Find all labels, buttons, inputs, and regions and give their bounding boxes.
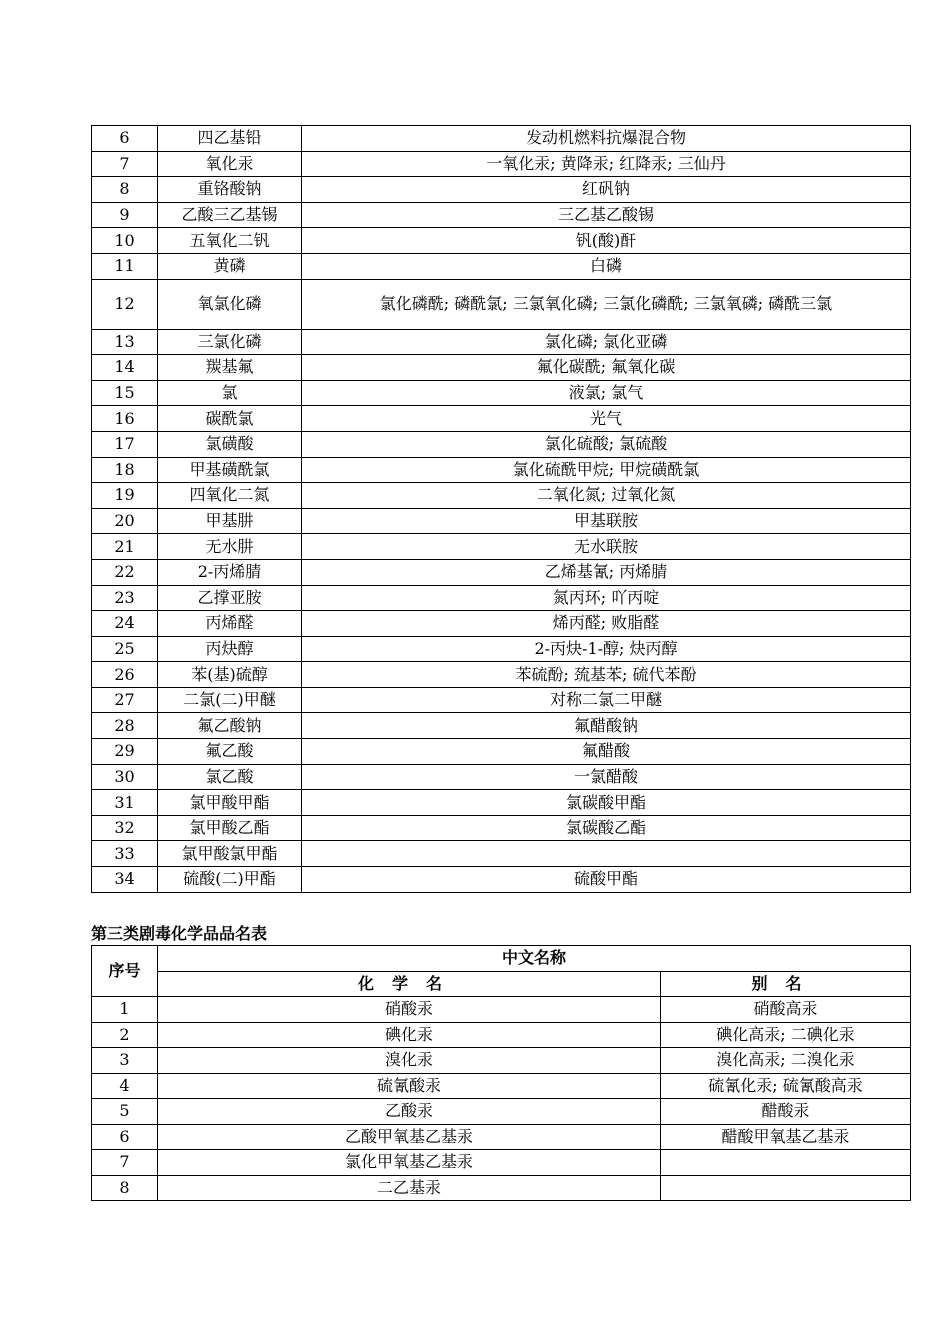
cell-serial-number: 6 [92,1124,158,1150]
cell-serial-number: 22 [92,559,158,585]
table-row [92,534,911,560]
cell-serial-number: 5 [92,1099,158,1125]
table-row [92,228,911,254]
cell-chemical-name: 氯乙酸 [158,764,302,790]
cell-serial-number: 10 [92,228,158,254]
table-row [92,253,911,279]
cell-chemical-name: 碘化汞 [158,1022,661,1048]
table-row [92,431,911,457]
cell-chemical-name: 硫酸(二)甲酯 [158,867,302,893]
table-row [92,151,911,177]
cell-serial-number: 30 [92,764,158,790]
table-row [92,764,911,790]
cell-alias: 氯化磷; 氯化亚磷 [302,329,911,355]
cell-alias: 红矾钠 [302,177,911,203]
cell-chemical-name: 四氧化二氮 [158,483,302,509]
table-row [92,483,911,509]
cell-chemical-name: 氯甲酸乙酯 [158,815,302,841]
table-row [92,380,911,406]
cell-serial-number: 6 [92,126,158,152]
cell-serial-number: 23 [92,585,158,611]
cell-serial-number: 1 [92,997,158,1023]
cell-alias: 发动机燃料抗爆混合物 [302,126,911,152]
cell-chemical-name: 羰基氟 [158,355,302,381]
cell-serial-number: 21 [92,534,158,560]
table-row [92,815,911,841]
cell-alias: 光气 [302,406,911,432]
cell-chemical-name: 无水肼 [158,534,302,560]
cell-alias: 乙烯基氰; 丙烯腈 [302,559,911,585]
cell-chemical-name: 氯 [158,380,302,406]
cell-alias [302,841,911,867]
cell-chemical-name: 甲基磺酰氯 [158,457,302,483]
cell-alias: 氟醋酸钠 [302,713,911,739]
cell-chemical-name: 溴化汞 [158,1048,661,1074]
cell-serial-number: 27 [92,687,158,713]
cell-serial-number: 33 [92,841,158,867]
table-row [92,202,911,228]
cell-alias: 氟醋酸 [302,739,911,765]
cell-chemical-name: 氯磺酸 [158,431,302,457]
table2-body [92,997,911,1201]
cell-serial-number: 3 [92,1048,158,1074]
cell-serial-number: 31 [92,790,158,816]
cell-alias: 氮丙环; 吖丙啶 [302,585,911,611]
cell-chemical-name: 二乙基汞 [158,1175,661,1201]
cell-chemical-name: 乙酸汞 [158,1099,661,1125]
table-row [92,279,911,329]
cell-alias: 醋酸甲氧基乙基汞 [661,1124,911,1150]
cell-alias [661,1175,911,1201]
cell-alias: 液氯; 氯气 [302,380,911,406]
table-row [92,1022,911,1048]
cell-alias: 硫酸甲酯 [302,867,911,893]
cell-chemical-name: 乙撑亚胺 [158,585,302,611]
table-row [92,841,911,867]
cell-chemical-name: 氧氯化磷 [158,279,302,329]
cell-chemical-name: 氧化汞 [158,151,302,177]
table-row [92,559,911,585]
table-row [92,1175,911,1201]
header-chemical-name: 化学名 [158,971,661,997]
cell-chemical-name: 黄磷 [158,253,302,279]
cell-alias: 氯化硫酸; 氯硫酸 [302,431,911,457]
cell-chemical-name: 硝酸汞 [158,997,661,1023]
cell-chemical-name: 2-丙烯腈 [158,559,302,585]
toxic-chemicals-table-continued [91,125,911,893]
cell-chemical-name: 氯甲酸氯甲酯 [158,841,302,867]
table1-body [92,126,911,893]
table2-header [92,946,911,997]
table-row [92,355,911,381]
cell-serial-number: 18 [92,457,158,483]
cell-serial-number: 9 [92,202,158,228]
cell-serial-number: 19 [92,483,158,509]
cell-serial-number: 14 [92,355,158,381]
cell-serial-number: 34 [92,867,158,893]
table-row [92,611,911,637]
cell-chemical-name: 三氯化磷 [158,329,302,355]
cell-serial-number: 25 [92,636,158,662]
cell-alias: 无水联胺 [302,534,911,560]
cell-chemical-name: 乙酸甲氧基乙基汞 [158,1124,661,1150]
cell-alias: 三乙基乙酸锡 [302,202,911,228]
table-row [92,636,911,662]
table-row [92,687,911,713]
cell-serial-number: 8 [92,177,158,203]
cell-serial-number: 11 [92,253,158,279]
cell-alias: 碘化高汞; 二碘化汞 [661,1022,911,1048]
table-row [92,790,911,816]
table-row [92,177,911,203]
cell-serial-number: 2 [92,1022,158,1048]
cell-serial-number: 13 [92,329,158,355]
cell-chemical-name: 重铬酸钠 [158,177,302,203]
table-row [92,1150,911,1176]
table-row [92,1073,911,1099]
cell-serial-number: 20 [92,508,158,534]
cell-chemical-name: 苯(基)硫醇 [158,662,302,688]
cell-alias: 钒(酸)酐 [302,228,911,254]
cell-serial-number: 4 [92,1073,158,1099]
cell-serial-number: 28 [92,713,158,739]
table-row [92,713,911,739]
cell-chemical-name: 氯甲酸甲酯 [158,790,302,816]
table-row [92,867,911,893]
cell-serial-number: 15 [92,380,158,406]
table-row [92,406,911,432]
table-row [92,739,911,765]
cell-alias: 烯丙醛; 败脂醛 [302,611,911,637]
cell-alias: 硝酸高汞 [661,997,911,1023]
cell-serial-number: 12 [92,279,158,329]
cell-alias: 一氧化汞; 黄降汞; 红降汞; 三仙丹 [302,151,911,177]
cell-serial-number: 7 [92,1150,158,1176]
cell-alias: 2-丙炔-1-醇; 炔丙醇 [302,636,911,662]
cell-alias: 氯碳酸甲酯 [302,790,911,816]
cell-serial-number: 24 [92,611,158,637]
cell-chemical-name: 丙烯醛 [158,611,302,637]
cell-serial-number: 16 [92,406,158,432]
third-class-toxic-chemicals-table [91,945,911,1201]
cell-chemical-name: 碳酰氯 [158,406,302,432]
cell-alias: 一氯醋酸 [302,764,911,790]
cell-chemical-name: 四乙基铅 [158,126,302,152]
cell-alias: 对称二氯二甲醚 [302,687,911,713]
cell-chemical-name: 五氧化二钒 [158,228,302,254]
header-serial-number: 序号 [92,946,158,997]
table-row [92,457,911,483]
cell-chemical-name: 氟乙酸钠 [158,713,302,739]
cell-alias: 醋酸汞 [661,1099,911,1125]
cell-chemical-name: 二氯(二)甲醚 [158,687,302,713]
table-row [92,1048,911,1074]
table-row [92,662,911,688]
cell-serial-number: 29 [92,739,158,765]
cell-alias: 氟化碳酰; 氟氧化碳 [302,355,911,381]
table-row [92,1124,911,1150]
cell-chemical-name: 丙炔醇 [158,636,302,662]
cell-alias: 氯碳酸乙酯 [302,815,911,841]
cell-serial-number: 26 [92,662,158,688]
table-row [92,508,911,534]
cell-alias: 氯化磷酰; 磷酰氯; 三氯氧化磷; 三氯化磷酰; 三氯氧磷; 磷酰三氯 [302,279,911,329]
cell-chemical-name: 硫氰酸汞 [158,1073,661,1099]
cell-chemical-name: 乙酸三乙基锡 [158,202,302,228]
table-row [92,329,911,355]
cell-serial-number: 17 [92,431,158,457]
table-row [92,997,911,1023]
table-row [92,126,911,152]
cell-serial-number: 7 [92,151,158,177]
cell-chemical-name: 甲基肼 [158,508,302,534]
cell-serial-number: 32 [92,815,158,841]
table-row [92,585,911,611]
header-alias: 别名 [661,971,911,997]
cell-alias: 二氧化氮; 过氧化氮 [302,483,911,509]
cell-alias: 苯硫酚; 巯基苯; 硫代苯酚 [302,662,911,688]
cell-alias: 氯化硫酰甲烷; 甲烷磺酰氯 [302,457,911,483]
cell-chemical-name: 氯化甲氧基乙基汞 [158,1150,661,1176]
cell-serial-number: 8 [92,1175,158,1201]
section-title: 第三类剧毒化学品品名表 [91,924,268,943]
cell-chemical-name: 氟乙酸 [158,739,302,765]
cell-alias [661,1150,911,1176]
cell-alias: 甲基联胺 [302,508,911,534]
cell-alias: 白磷 [302,253,911,279]
table-row [92,1099,911,1125]
header-chinese-name: 中文名称 [158,946,911,972]
cell-alias: 溴化高汞; 二溴化汞 [661,1048,911,1074]
cell-alias: 硫氰化汞; 硫氰酸高汞 [661,1073,911,1099]
